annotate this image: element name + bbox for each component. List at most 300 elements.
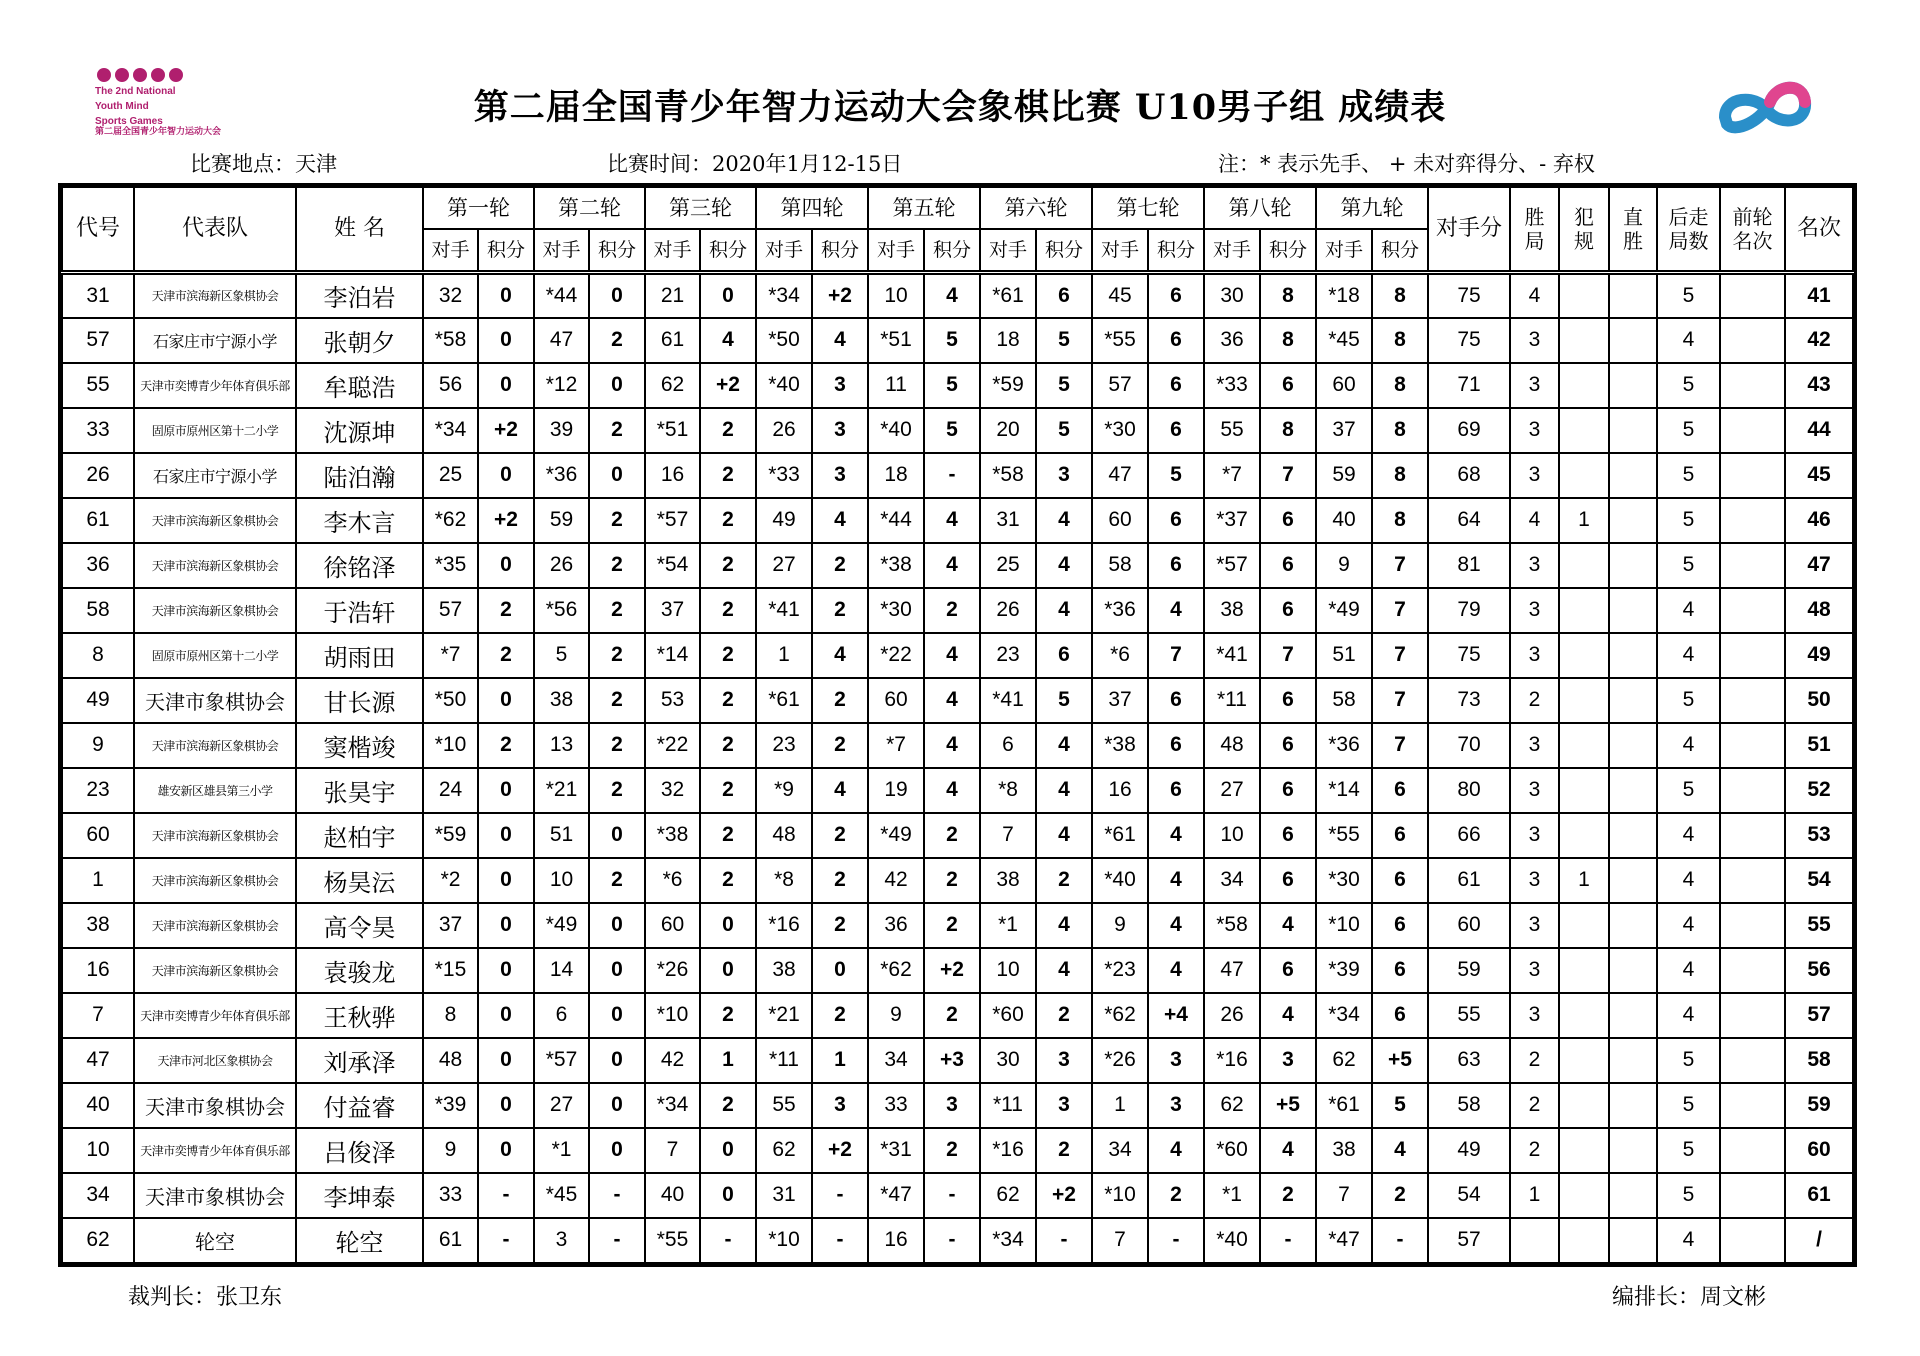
player-name: 袁骏龙	[296, 948, 423, 993]
round-opponent: 16	[645, 453, 700, 498]
subheader-score: 积分	[1148, 229, 1204, 273]
second-move-games: 5	[1657, 1128, 1720, 1173]
round-score: -	[1260, 1218, 1316, 1263]
round-score: 2	[589, 678, 645, 723]
opponent-score: 79	[1428, 588, 1510, 633]
fouls-count	[1559, 903, 1609, 948]
round-opponent: *58	[423, 318, 478, 363]
round-score: +5	[1260, 1083, 1316, 1128]
round-opponent: *47	[868, 1173, 924, 1218]
header-rank: 名次	[1785, 187, 1853, 273]
player-code: 31	[62, 273, 134, 318]
second-move-games: 4	[1657, 993, 1720, 1038]
second-move-games: 4	[1657, 588, 1720, 633]
player-code: 40	[62, 1083, 134, 1128]
round-opponent: 23	[980, 633, 1036, 678]
round-score: 2	[700, 633, 756, 678]
round-opponent: *33	[1204, 363, 1260, 408]
second-move-games: 5	[1657, 543, 1720, 588]
prev-rank	[1720, 633, 1785, 678]
round-score: 8	[1372, 363, 1428, 408]
round-score: 2	[812, 678, 868, 723]
round-score: -	[924, 1218, 980, 1263]
wins-count: 3	[1510, 723, 1559, 768]
final-rank: 43	[1785, 363, 1853, 408]
player-name: 王秋骅	[296, 993, 423, 1038]
prev-rank	[1720, 768, 1785, 813]
round-opponent: *1	[980, 903, 1036, 948]
direct-wins	[1609, 498, 1657, 543]
wins-count: 3	[1510, 408, 1559, 453]
round-score: 0	[700, 948, 756, 993]
round-score: 2	[924, 813, 980, 858]
subheader-opponent: 对手	[756, 229, 812, 273]
round-opponent: 42	[645, 1038, 700, 1083]
player-code: 33	[62, 408, 134, 453]
second-move-games: 5	[1657, 363, 1720, 408]
round-score: 6	[1260, 498, 1316, 543]
player-team: 雄安新区雄县第三小学	[134, 768, 296, 813]
round-opponent: *34	[756, 273, 812, 318]
logo-line-2: Youth Mind	[95, 101, 149, 112]
round-opponent: *22	[868, 633, 924, 678]
table-row	[62, 768, 1853, 813]
opponent-score: 80	[1428, 768, 1510, 813]
round-score: 4	[1036, 543, 1092, 588]
subheader-opponent: 对手	[1204, 229, 1260, 273]
round-opponent: 16	[1092, 768, 1148, 813]
wins-count: 3	[1510, 633, 1559, 678]
round-score: 2	[700, 1083, 756, 1128]
round-opponent: 40	[645, 1173, 700, 1218]
round-opponent: 30	[980, 1038, 1036, 1083]
round-opponent: *40	[1204, 1218, 1260, 1263]
player-code: 57	[62, 318, 134, 363]
player-team: 天津市奕博青少年体育俱乐部	[134, 363, 296, 408]
direct-wins	[1609, 1128, 1657, 1173]
direct-wins	[1609, 318, 1657, 363]
round-score: 6	[1148, 723, 1204, 768]
prev-rank	[1720, 543, 1785, 588]
round-score: 4	[924, 498, 980, 543]
round-score: 6	[1372, 858, 1428, 903]
player-name: 沈源坤	[296, 408, 423, 453]
second-move-games: 4	[1657, 633, 1720, 678]
round-opponent: 37	[645, 588, 700, 633]
prev-rank	[1720, 678, 1785, 723]
direct-wins	[1609, 588, 1657, 633]
round-score: 6	[1148, 678, 1204, 723]
round-opponent: 31	[756, 1173, 812, 1218]
header-name: 姓 名	[296, 187, 423, 273]
round-opponent: 57	[1092, 363, 1148, 408]
round-opponent: 10	[868, 273, 924, 318]
header-round-4: 第四轮	[756, 187, 868, 229]
round-score: 2	[589, 408, 645, 453]
final-rank: 42	[1785, 318, 1853, 363]
round-score: 2	[1148, 1173, 1204, 1218]
player-team: 天津市奕博青少年体育俱乐部	[134, 993, 296, 1038]
player-team: 天津市滨海新区象棋协会	[134, 858, 296, 903]
round-score: +4	[1148, 993, 1204, 1038]
opponent-score: 75	[1428, 318, 1510, 363]
round-opponent: *49	[1316, 588, 1372, 633]
direct-wins	[1609, 903, 1657, 948]
wins-count: 1	[1510, 1173, 1559, 1218]
final-rank: 47	[1785, 543, 1853, 588]
round-opponent: *57	[1204, 543, 1260, 588]
round-opponent: 31	[980, 498, 1036, 543]
player-name: 轮空	[296, 1218, 423, 1263]
round-score: 2	[478, 588, 534, 633]
opponent-score: 58	[1428, 1083, 1510, 1128]
round-opponent: *1	[1204, 1173, 1260, 1218]
round-score: 0	[478, 543, 534, 588]
round-score: 4	[1148, 948, 1204, 993]
round-opponent: 27	[534, 1083, 589, 1128]
round-score: 0	[478, 858, 534, 903]
fouls-count	[1559, 678, 1609, 723]
wins-count: 2	[1510, 1083, 1559, 1128]
final-rank: 54	[1785, 858, 1853, 903]
fouls-count	[1559, 768, 1609, 813]
wins-count: 3	[1510, 813, 1559, 858]
final-rank: 44	[1785, 408, 1853, 453]
round-score: 2	[700, 993, 756, 1038]
round-opponent: 38	[756, 948, 812, 993]
round-score: 0	[812, 948, 868, 993]
round-score: 6	[1260, 813, 1316, 858]
round-score: 3	[1036, 1038, 1092, 1083]
second-move-games: 4	[1657, 858, 1720, 903]
round-opponent: *38	[1092, 723, 1148, 768]
player-name: 赵柏宇	[296, 813, 423, 858]
player-team: 天津市滨海新区象棋协会	[134, 498, 296, 543]
opponent-score: 75	[1428, 273, 1510, 318]
round-score: 8	[1372, 318, 1428, 363]
round-opponent: *11	[756, 1038, 812, 1083]
round-score: 6	[1260, 678, 1316, 723]
round-opponent: *40	[756, 363, 812, 408]
round-opponent: *18	[1316, 273, 1372, 318]
second-move-games: 5	[1657, 1173, 1720, 1218]
round-score: 0	[478, 903, 534, 948]
round-opponent: *45	[534, 1173, 589, 1218]
prev-rank	[1720, 273, 1785, 318]
round-score: +2	[812, 273, 868, 318]
round-score: 6	[1148, 768, 1204, 813]
round-opponent: *55	[1092, 318, 1148, 363]
player-name: 李泊岩	[296, 273, 423, 318]
round-score: 0	[700, 1173, 756, 1218]
round-opponent: 16	[868, 1218, 924, 1263]
table-row	[62, 408, 1853, 453]
opponent-score: 61	[1428, 858, 1510, 903]
player-code: 9	[62, 723, 134, 768]
player-code: 7	[62, 993, 134, 1038]
final-rank: 60	[1785, 1128, 1853, 1173]
round-opponent: *47	[1316, 1218, 1372, 1263]
table-row	[62, 1128, 1853, 1173]
round-opponent: 18	[980, 318, 1036, 363]
round-opponent: 42	[868, 858, 924, 903]
final-rank: 57	[1785, 993, 1853, 1038]
round-score: 2	[1036, 993, 1092, 1038]
prev-rank	[1720, 1128, 1785, 1173]
round-score: 0	[478, 1083, 534, 1128]
round-opponent: *55	[645, 1218, 700, 1263]
opponent-score: 68	[1428, 453, 1510, 498]
round-opponent: *62	[868, 948, 924, 993]
round-score: 2	[924, 1128, 980, 1173]
player-code: 38	[62, 903, 134, 948]
round-opponent: 10	[1204, 813, 1260, 858]
round-score: 0	[589, 948, 645, 993]
subheader-opponent: 对手	[534, 229, 589, 273]
round-score: 6	[1148, 498, 1204, 543]
round-opponent: *62	[423, 498, 478, 543]
player-code: 26	[62, 453, 134, 498]
round-score: 4	[1372, 1128, 1428, 1173]
round-opponent: *2	[423, 858, 478, 903]
fouls-count	[1559, 363, 1609, 408]
round-opponent: 14	[534, 948, 589, 993]
round-opponent: 37	[1316, 408, 1372, 453]
round-score: 2	[700, 498, 756, 543]
round-opponent: 9	[1316, 543, 1372, 588]
wins-count: 3	[1510, 768, 1559, 813]
round-opponent: 1	[756, 633, 812, 678]
round-opponent: *10	[1092, 1173, 1148, 1218]
results-table	[61, 186, 1854, 1264]
subheader-score: 积分	[478, 229, 534, 273]
second-move-games: 5	[1657, 273, 1720, 318]
round-score: -	[589, 1218, 645, 1263]
round-opponent: 62	[645, 363, 700, 408]
player-team: 天津市滨海新区象棋协会	[134, 813, 296, 858]
direct-wins	[1609, 363, 1657, 408]
direct-wins	[1609, 723, 1657, 768]
round-score: 2	[812, 588, 868, 633]
subheader-score: 积分	[924, 229, 980, 273]
player-code: 62	[62, 1218, 134, 1263]
player-team: 固原市原州区第十二小学	[134, 633, 296, 678]
round-opponent: *10	[756, 1218, 812, 1263]
round-opponent: *61	[1092, 813, 1148, 858]
prev-rank	[1720, 813, 1785, 858]
player-code: 55	[62, 363, 134, 408]
round-opponent: 40	[1316, 498, 1372, 543]
round-opponent: *7	[423, 633, 478, 678]
round-opponent: 47	[1092, 453, 1148, 498]
round-opponent: 9	[423, 1128, 478, 1173]
direct-wins	[1609, 993, 1657, 1038]
round-score: 2	[589, 498, 645, 543]
fouls-count	[1559, 633, 1609, 678]
round-opponent: 48	[756, 813, 812, 858]
round-score: 0	[478, 318, 534, 363]
fouls-count	[1559, 1128, 1609, 1173]
round-opponent: 58	[1092, 543, 1148, 588]
round-opponent: 26	[756, 408, 812, 453]
round-score: 5	[1372, 1083, 1428, 1128]
header-direct: 直 胜	[1609, 187, 1657, 273]
round-opponent: *38	[868, 543, 924, 588]
player-code: 47	[62, 1038, 134, 1083]
fouls-count	[1559, 318, 1609, 363]
round-score: 4	[924, 723, 980, 768]
round-score: 3	[1036, 1083, 1092, 1128]
table-row	[62, 948, 1853, 993]
player-team: 天津市象棋协会	[134, 1083, 296, 1128]
player-team: 石家庄市宁源小学	[134, 318, 296, 363]
table-row	[62, 588, 1853, 633]
opponent-score: 73	[1428, 678, 1510, 723]
round-score: 7	[1372, 588, 1428, 633]
round-opponent: *26	[1092, 1038, 1148, 1083]
round-opponent: 38	[1204, 588, 1260, 633]
table-row	[62, 1083, 1853, 1128]
round-score: 7	[1148, 633, 1204, 678]
round-score: 0	[700, 903, 756, 948]
round-opponent: *21	[756, 993, 812, 1038]
round-score: 0	[589, 993, 645, 1038]
round-opponent: *8	[980, 768, 1036, 813]
round-opponent: 62	[1204, 1083, 1260, 1128]
round-opponent: *34	[1316, 993, 1372, 1038]
round-opponent: 62	[1316, 1038, 1372, 1083]
round-opponent: *16	[1204, 1038, 1260, 1083]
fouls-count	[1559, 408, 1609, 453]
subheader-opponent: 对手	[423, 229, 478, 273]
round-score: -	[700, 1218, 756, 1263]
round-opponent: 53	[645, 678, 700, 723]
subheader-opponent: 对手	[1316, 229, 1372, 273]
round-opponent: 45	[1092, 273, 1148, 318]
second-move-games: 4	[1657, 903, 1720, 948]
round-opponent: *45	[1316, 318, 1372, 363]
table-row	[62, 903, 1853, 948]
round-opponent: 62	[756, 1128, 812, 1173]
round-opponent: *41	[756, 588, 812, 633]
round-score: -	[924, 1173, 980, 1218]
fouls-count	[1559, 1083, 1609, 1128]
prev-rank	[1720, 903, 1785, 948]
round-score: 4	[1148, 1128, 1204, 1173]
direct-wins	[1609, 453, 1657, 498]
referee-text: 裁判长：张卫东	[128, 1285, 283, 1310]
round-opponent: 27	[1204, 768, 1260, 813]
header-round-2: 第二轮	[534, 187, 645, 229]
round-score: 6	[1148, 363, 1204, 408]
second-move-games: 4	[1657, 948, 1720, 993]
second-move-games: 4	[1657, 813, 1720, 858]
round-score: 6	[1148, 318, 1204, 363]
round-score: 2	[700, 768, 756, 813]
infinity-logo-icon	[1715, 72, 1815, 142]
player-code: 36	[62, 543, 134, 588]
round-opponent: 56	[423, 363, 478, 408]
player-code: 16	[62, 948, 134, 993]
round-opponent: 3	[534, 1218, 589, 1263]
round-opponent: 19	[868, 768, 924, 813]
round-opponent: *15	[423, 948, 478, 993]
prev-rank	[1720, 318, 1785, 363]
round-score: 5	[1036, 318, 1092, 363]
second-move-games: 5	[1657, 498, 1720, 543]
round-opponent: *12	[534, 363, 589, 408]
round-opponent: 34	[1092, 1128, 1148, 1173]
wins-count: 3	[1510, 588, 1559, 633]
round-score: 2	[1036, 858, 1092, 903]
second-move-games: 5	[1657, 408, 1720, 453]
opponent-score: 64	[1428, 498, 1510, 543]
subheader-score: 积分	[812, 229, 868, 273]
round-opponent: 37	[1092, 678, 1148, 723]
round-score: 6	[1260, 768, 1316, 813]
round-score: 6	[1260, 723, 1316, 768]
round-score: 2	[700, 858, 756, 903]
round-score: 3	[812, 408, 868, 453]
round-opponent: *40	[868, 408, 924, 453]
direct-wins	[1609, 948, 1657, 993]
header-round-7: 第七轮	[1092, 187, 1204, 229]
round-score: 8	[1260, 318, 1316, 363]
second-move-games: 5	[1657, 768, 1720, 813]
fouls-count	[1559, 1038, 1609, 1083]
round-score: 4	[1148, 588, 1204, 633]
round-score: 0	[589, 453, 645, 498]
round-opponent: *35	[423, 543, 478, 588]
round-opponent: *16	[980, 1128, 1036, 1173]
round-opponent: 6	[980, 723, 1036, 768]
final-rank: 45	[1785, 453, 1853, 498]
second-move-games: 5	[1657, 678, 1720, 723]
second-move-games: 4	[1657, 1218, 1720, 1263]
player-name: 杨昊沄	[296, 858, 423, 903]
round-opponent: 21	[645, 273, 700, 318]
opponent-score: 60	[1428, 903, 1510, 948]
player-code: 58	[62, 588, 134, 633]
direct-wins	[1609, 408, 1657, 453]
round-opponent: *41	[980, 678, 1036, 723]
round-opponent: *50	[423, 678, 478, 723]
round-opponent: *6	[645, 858, 700, 903]
round-score: 2	[700, 813, 756, 858]
round-opponent: *59	[980, 363, 1036, 408]
round-opponent: *50	[756, 318, 812, 363]
round-opponent: 27	[756, 543, 812, 588]
round-opponent: *58	[1204, 903, 1260, 948]
player-team: 石家庄市宁源小学	[134, 453, 296, 498]
round-score: 6	[1260, 948, 1316, 993]
subheader-score: 积分	[1260, 229, 1316, 273]
round-score: 4	[812, 318, 868, 363]
round-score: 6	[1148, 543, 1204, 588]
table-row	[62, 993, 1853, 1038]
subheader-score: 积分	[589, 229, 645, 273]
final-rank: 53	[1785, 813, 1853, 858]
round-score: 8	[1260, 408, 1316, 453]
round-score: +3	[924, 1038, 980, 1083]
round-score: 2	[700, 588, 756, 633]
round-opponent: 7	[1092, 1218, 1148, 1263]
player-name: 张昊宇	[296, 768, 423, 813]
round-opponent: 32	[423, 273, 478, 318]
round-score: 2	[812, 543, 868, 588]
prev-rank	[1720, 723, 1785, 768]
wins-count: 4	[1510, 273, 1559, 318]
